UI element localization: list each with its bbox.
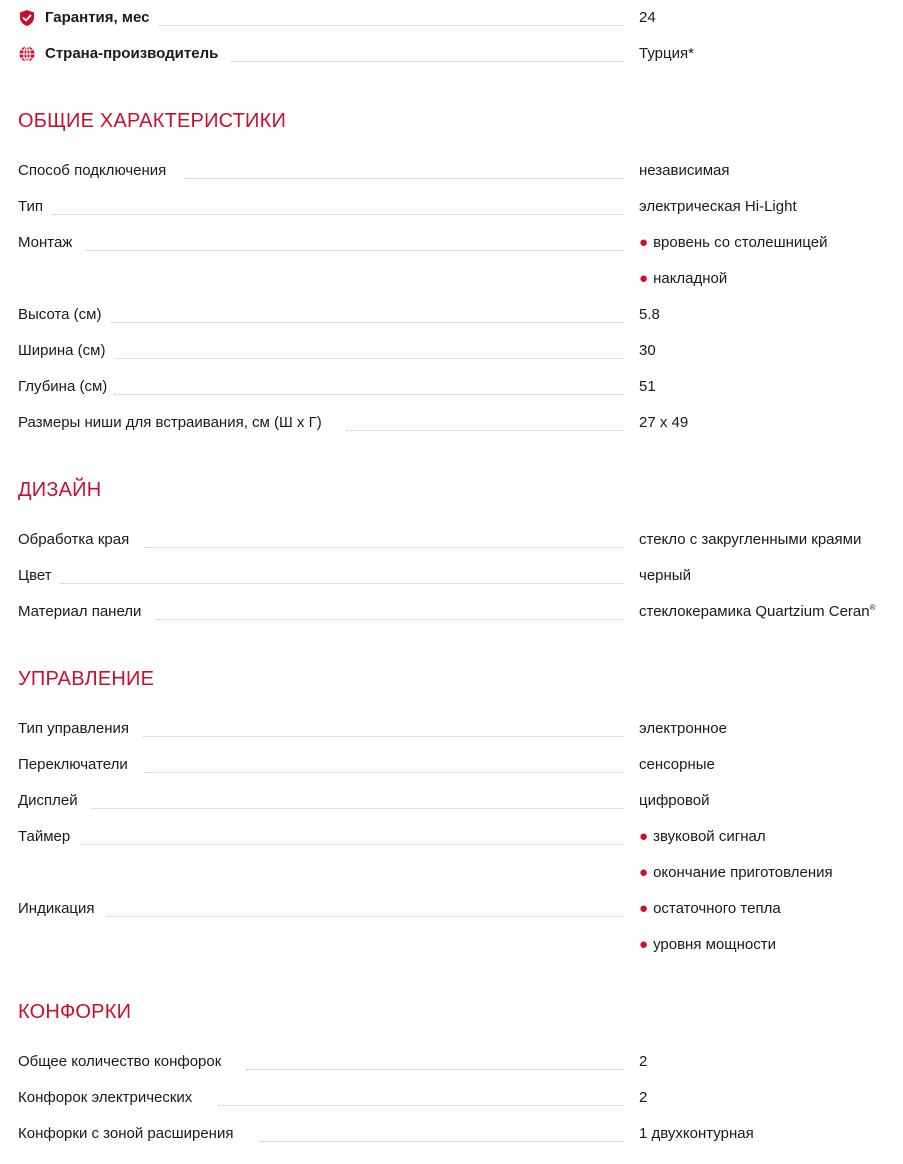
spec-label: Обработка края (18, 531, 130, 548)
spec-row-burners-total (18, 1044, 888, 1080)
shield-check-icon (18, 9, 36, 27)
spec-value: стеклокерамика Quartzium Ceran® (639, 603, 876, 620)
spec-value-item: ● вровень со столешницей (639, 234, 828, 251)
spec-value: 24 (639, 9, 656, 26)
spec-row-burners-expansion (18, 1116, 888, 1152)
spec-value-item: ● накладной (639, 270, 728, 287)
spec-value: черный (639, 567, 691, 584)
spec-label: Материал панели (18, 603, 142, 620)
spec-value: сенсорные (639, 756, 715, 773)
bullet-icon: ● (639, 270, 649, 287)
spec-value: 5.8 (639, 306, 660, 323)
registered-mark: ® (869, 603, 876, 612)
spec-label: Тип (18, 198, 44, 215)
spec-value: независимая (639, 162, 730, 179)
bullet-icon: ● (639, 936, 649, 953)
globe-icon (18, 45, 36, 63)
spec-value: 2 (639, 1089, 648, 1106)
bullet-icon: ● (639, 828, 649, 845)
spec-label: Монтаж (18, 234, 73, 251)
spec-label: Способ подключения (18, 162, 167, 179)
spec-row-indication (18, 891, 888, 927)
spec-label: Страна-производитель (18, 36, 218, 72)
spec-row-control-type (18, 711, 888, 747)
spec-row-depth (18, 369, 888, 405)
bullet-icon: ● (639, 234, 649, 251)
section-title-burners: КОНФОРКИ (18, 1001, 132, 1023)
section-title-design: ДИЗАЙН (18, 479, 102, 501)
spec-row-display (18, 783, 888, 819)
spec-value: стекло с закругленными краями (639, 531, 862, 548)
spec-row-material (18, 594, 888, 630)
spec-row-warranty (18, 0, 888, 36)
spec-row-indication-extra (18, 927, 888, 963)
spec-label: Таймер (18, 828, 71, 845)
bullet-icon: ● (639, 900, 649, 917)
spec-row-connection (18, 153, 888, 189)
spec-label: Глубина (см) (18, 378, 108, 395)
spec-value: 30 (639, 342, 656, 359)
spec-label: Цвет (18, 567, 52, 584)
spec-row-mount (18, 225, 888, 261)
spec-row-timer-extra (18, 855, 888, 891)
spec-row-timer (18, 819, 888, 855)
spec-row-edge (18, 522, 888, 558)
spec-value: электрическая Hi-Light (639, 198, 797, 215)
spec-value: цифровой (639, 792, 710, 809)
spec-label: Гарантия, мес (18, 0, 149, 36)
section-title-control: УПРАВЛЕНИЕ (18, 668, 155, 690)
spec-label: Тип управления (18, 720, 129, 737)
spec-label: Конфорки с зоной расширения (18, 1125, 234, 1142)
spec-value: Турция* (639, 45, 694, 62)
section-title-general: ОБЩИЕ ХАРАКТЕРИСТИКИ (18, 110, 287, 132)
spec-row-height (18, 297, 888, 333)
spec-row-type (18, 189, 888, 225)
spec-row-switches (18, 747, 888, 783)
spec-value: 51 (639, 378, 656, 395)
bullet-icon: ● (639, 864, 649, 881)
spec-row-niche (18, 405, 888, 441)
spec-row-width (18, 333, 888, 369)
spec-row-country (18, 36, 888, 72)
spec-value: 1 двухконтурная (639, 1125, 754, 1142)
spec-label: Конфорок электрических (18, 1089, 193, 1106)
spec-label: Общее количество конфорок (18, 1053, 222, 1070)
spec-value: 2 (639, 1053, 648, 1070)
spec-label: Индикация (18, 900, 95, 917)
spec-row-burners-electric (18, 1080, 888, 1116)
spec-value: 27 x 49 (639, 414, 689, 431)
spec-label: Переключатели (18, 756, 128, 773)
spec-value-item: ● уровня мощности (639, 936, 776, 953)
spec-value-item: ● звуковой сигнал (639, 828, 766, 845)
spec-value-item: ● окончание приготовления (639, 864, 833, 881)
spec-row-color (18, 558, 888, 594)
spec-row-mount-extra (18, 261, 888, 297)
spec-value-item: ● остаточного тепла (639, 900, 781, 917)
spec-label: Дисплей (18, 792, 78, 809)
spec-label: Высота (см) (18, 306, 102, 323)
spec-label: Ширина (см) (18, 342, 106, 359)
spec-label: Размеры ниши для встраивания, см (Ш х Г) (18, 414, 322, 431)
spec-value: электронное (639, 720, 727, 737)
